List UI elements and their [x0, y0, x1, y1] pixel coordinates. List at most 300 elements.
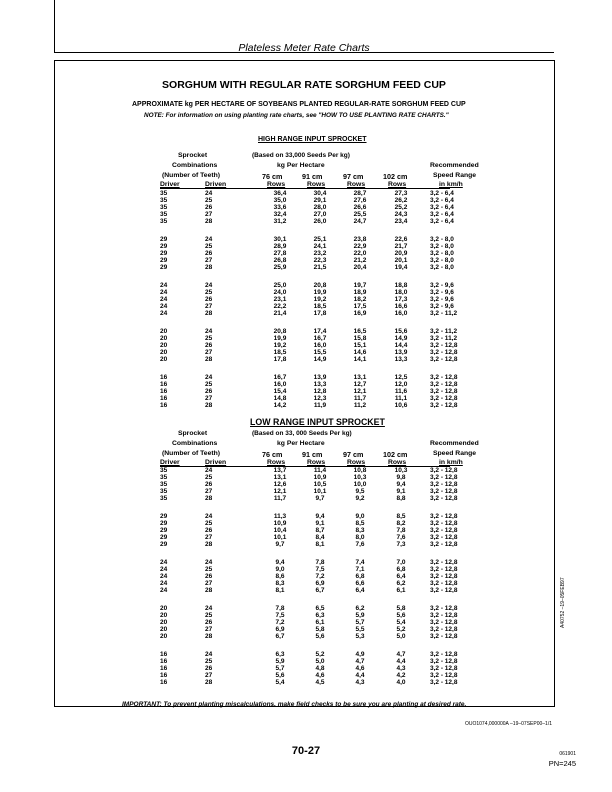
driver-cell: 20 — [160, 626, 168, 634]
rate-102cm-cell: 15,6 — [394, 328, 408, 335]
low-hdr-driver: Driver — [160, 459, 180, 466]
low-range-title: LOW RANGE INPUT SPROCKET — [250, 417, 385, 427]
driver-cell: 20 — [160, 356, 168, 364]
rate-76cm-cell: 6,7 — [275, 633, 285, 641]
rate-76cm-cell: 11,7 — [273, 495, 287, 503]
rate-76cm-cell: 19,2 — [273, 342, 287, 350]
main-title: SORGHUM WITH REGULAR RATE SORGHUM FEED CUP — [162, 79, 446, 91]
low-hdr-combinations: Combinations — [172, 440, 218, 447]
speed-range-cell: 3,2 - 12,8 — [430, 605, 458, 612]
rate-91cm-cell: 12,3 — [313, 395, 327, 403]
rate-102cm-cell: 18,0 — [394, 289, 408, 297]
rate-76cm-cell: 36,4 — [273, 190, 287, 197]
driver-cell: 16 — [160, 651, 168, 658]
driver-cell: 24 — [160, 580, 168, 588]
rate-102cm-cell: 11,1 — [394, 395, 408, 403]
driven-cell: 27 — [205, 580, 213, 588]
rate-91cm-cell: 23,2 — [313, 250, 327, 258]
rate-97cm-cell: 21,2 — [353, 257, 367, 265]
rate-76cm-cell: 7,2 — [275, 619, 285, 627]
low-hdr-speed: Speed Range — [433, 450, 477, 457]
rate-76cm-cell: 10,1 — [273, 534, 287, 542]
rate-91cm-cell: 8,4 — [315, 534, 325, 542]
rate-97cm-cell: 9,2 — [355, 495, 365, 503]
speed-range-cell: 3,2 - 6,4 — [430, 204, 454, 212]
rate-91cm-cell: 9,4 — [315, 513, 325, 520]
driver-cell: 29 — [160, 527, 168, 535]
rate-102cm-cell: 16,6 — [394, 303, 408, 311]
rate-97cm-cell: 16,9 — [353, 310, 367, 318]
rate-102cm-cell: 5,6 — [396, 612, 406, 620]
rate-76cm-cell: 7,8 — [275, 605, 285, 612]
speed-range-cell: 3,2 - 8,0 — [430, 264, 454, 272]
rate-91cm-cell: 22,3 — [313, 257, 327, 265]
part-number: PN=245 — [548, 759, 576, 768]
driven-cell: 24 — [205, 467, 213, 474]
rate-76cm-cell: 16,0 — [273, 381, 287, 389]
rate-102cm-cell: 9,8 — [396, 474, 406, 482]
driven-cell: 25 — [205, 289, 213, 297]
rate-102cm-cell: 13,9 — [394, 349, 408, 357]
driven-cell: 24 — [205, 282, 213, 289]
rate-102cm-cell: 8,8 — [396, 495, 406, 503]
driver-cell: 24 — [160, 310, 168, 318]
rate-97cm-cell: 17,5 — [353, 303, 367, 311]
speed-range-cell: 3,2 - 12,8 — [430, 402, 458, 410]
rate-102cm-cell: 4,4 — [396, 658, 406, 666]
driven-cell: 25 — [205, 520, 213, 528]
driven-cell: 24 — [205, 605, 213, 612]
rate-91cm-cell: 11,4 — [313, 467, 327, 474]
driver-cell: 24 — [160, 296, 168, 304]
high-hdr-rows-76: Rows — [267, 181, 286, 188]
rate-97cm-cell: 16,5 — [353, 328, 367, 335]
rate-97cm-cell: 13,1 — [353, 374, 367, 381]
rate-91cm-cell: 19,2 — [313, 296, 327, 304]
rate-97cm-cell: 14,6 — [353, 349, 367, 357]
speed-range-cell: 3,2 - 8,0 — [430, 257, 454, 265]
speed-range-cell: 3,2 - 12,8 — [430, 356, 458, 364]
driver-cell: 20 — [160, 612, 168, 620]
rate-102cm-cell: 8,2 — [396, 520, 406, 528]
page-number: 70-27 — [291, 745, 321, 757]
speed-range-cell: 3,2 - 8,0 — [430, 236, 454, 243]
rate-91cm-cell: 18,5 — [313, 303, 327, 311]
rate-102cm-cell: 27,3 — [394, 190, 408, 197]
rate-97cm-cell: 18,2 — [353, 296, 367, 304]
rate-102cm-cell: 17,3 — [394, 296, 408, 304]
rate-97cm-cell: 5,3 — [355, 633, 365, 641]
rate-91cm-cell: 17,4 — [313, 328, 327, 335]
rate-102cm-cell: 25,2 — [394, 204, 408, 212]
speed-range-cell: 3,2 - 6,4 — [430, 211, 454, 219]
rate-76cm-cell: 8,1 — [275, 587, 285, 595]
driver-cell: 35 — [160, 474, 168, 482]
rate-97cm-cell: 22,9 — [353, 243, 367, 251]
driver-cell: 29 — [160, 243, 168, 251]
rate-76cm-cell: 19,9 — [273, 335, 287, 343]
rate-76cm-cell: 5,7 — [275, 665, 285, 673]
rate-76cm-cell: 8,6 — [275, 573, 285, 581]
rate-102cm-cell: 7,3 — [396, 541, 406, 549]
speed-range-cell: 3,2 - 12,8 — [430, 381, 458, 389]
rate-97cm-cell: 5,5 — [355, 626, 365, 634]
rate-76cm-cell: 5,4 — [275, 679, 285, 687]
driven-cell: 24 — [205, 513, 213, 520]
rate-76cm-cell: 22,2 — [273, 303, 287, 311]
rate-91cm-cell: 4,8 — [315, 665, 325, 673]
driver-cell: 16 — [160, 395, 168, 403]
rate-97cm-cell: 15,8 — [353, 335, 367, 343]
rate-76cm-cell: 35,0 — [273, 197, 287, 205]
speed-range-cell: 3,2 - 12,8 — [430, 587, 458, 595]
driven-cell: 27 — [205, 672, 213, 680]
driven-cell: 25 — [205, 197, 213, 205]
rate-97cm-cell: 27,6 — [353, 197, 367, 205]
rate-97cm-cell: 7,1 — [355, 566, 365, 574]
high-hdr-rows-97: Rows — [347, 181, 366, 188]
rate-102cm-cell: 24,3 — [394, 211, 408, 219]
high-hdr-driver: Driver — [160, 181, 180, 188]
rate-97cm-cell: 7,6 — [355, 541, 365, 549]
rate-97cm-cell: 20,4 — [353, 264, 367, 272]
speed-range-cell: 3,2 - 9,6 — [430, 282, 454, 289]
driven-cell: 28 — [205, 541, 213, 549]
rate-102cm-cell: 6,4 — [396, 573, 406, 581]
rate-91cm-cell: 9,1 — [315, 520, 325, 528]
speed-range-cell: 3,2 - 12,8 — [430, 633, 458, 641]
rate-97cm-cell: 28,7 — [353, 190, 367, 197]
rate-91cm-cell: 12,8 — [313, 388, 327, 396]
rate-91cm-cell: 14,9 — [313, 356, 327, 364]
driven-cell: 28 — [205, 495, 213, 503]
rate-91cm-cell: 13,3 — [313, 381, 327, 389]
speed-range-cell: 3,2 - 12,8 — [430, 467, 458, 474]
rate-97cm-cell: 11,2 — [353, 402, 367, 410]
rate-76cm-cell: 23,1 — [273, 296, 287, 304]
rate-91cm-cell: 9,7 — [315, 495, 325, 503]
rate-102cm-cell: 9,1 — [396, 488, 406, 496]
rate-91cm-cell: 8,7 — [315, 527, 325, 535]
speed-range-cell: 3,2 - 8,0 — [430, 243, 454, 251]
rate-102cm-cell: 20,1 — [394, 257, 408, 265]
driver-cell: 20 — [160, 633, 168, 641]
speed-range-cell: 3,2 - 12,8 — [430, 612, 458, 620]
rate-76cm-cell: 5,9 — [275, 658, 285, 666]
driver-cell: 35 — [160, 467, 168, 474]
date-code: 061901 — [559, 751, 576, 757]
speed-range-cell: 3,2 - 12,8 — [430, 495, 458, 503]
speed-range-cell: 3,2 - 8,0 — [430, 250, 454, 258]
driven-cell: 25 — [205, 381, 213, 389]
rate-97cm-cell: 12,1 — [353, 388, 367, 396]
driven-cell: 24 — [205, 236, 213, 243]
rate-97cm-cell: 14,1 — [353, 356, 367, 364]
rate-97cm-cell: 25,5 — [353, 211, 367, 219]
high-hdr-driven: Driven — [205, 181, 227, 188]
rate-76cm-cell: 28,9 — [273, 243, 287, 251]
rate-102cm-cell: 12,5 — [394, 374, 408, 381]
rate-97cm-cell: 23,8 — [353, 236, 367, 243]
rate-76cm-cell: 15,4 — [273, 388, 287, 396]
driver-cell: 16 — [160, 658, 168, 666]
driven-cell: 28 — [205, 679, 213, 687]
speed-range-cell: 3,2 - 12,8 — [430, 619, 458, 627]
driven-cell: 27 — [205, 488, 213, 496]
driver-cell: 20 — [160, 619, 168, 627]
driver-cell: 35 — [160, 204, 168, 212]
rate-76cm-cell: 24,0 — [273, 289, 287, 297]
driver-cell: 24 — [160, 573, 168, 581]
driven-cell: 27 — [205, 534, 213, 542]
rate-102cm-cell: 7,6 — [396, 534, 406, 542]
rate-102cm-cell: 7,0 — [396, 559, 406, 566]
rate-102cm-cell: 4,3 — [396, 665, 406, 673]
speed-range-cell: 3,2 - 12,8 — [430, 527, 458, 535]
driven-cell: 24 — [205, 559, 213, 566]
rate-76cm-cell: 10,9 — [273, 520, 287, 528]
page-header-title: Plateless Meter Rate Charts — [238, 42, 370, 54]
rate-97cm-cell: 19,7 — [353, 282, 367, 289]
driver-cell: 20 — [160, 335, 168, 343]
low-hdr-rows-102: Rows — [388, 459, 407, 466]
driver-cell: 24 — [160, 282, 168, 289]
high-hdr-sprocket: Sprocket — [178, 152, 208, 159]
low-hdr-rows-97: Rows — [347, 459, 366, 466]
speed-range-cell: 3,2 - 9,6 — [430, 289, 454, 297]
rate-102cm-cell: 9,4 — [396, 481, 406, 489]
rate-102cm-cell: 4,0 — [396, 679, 406, 687]
high-hdr-number: (Number of Teeth) — [162, 172, 221, 179]
rate-91cm-cell: 4,6 — [315, 672, 325, 680]
driven-cell: 26 — [205, 527, 213, 535]
speed-range-cell: 3,2 - 12,8 — [430, 679, 458, 687]
rate-102cm-cell: 10,3 — [394, 467, 408, 474]
rate-97cm-cell: 26,6 — [353, 204, 367, 212]
rate-91cm-cell: 6,9 — [315, 580, 325, 588]
driver-cell: 24 — [160, 289, 168, 297]
rate-91cm-cell: 4,5 — [315, 679, 325, 687]
important-note: IMPORTANT: To prevent planting miscalculations, make field checks to be sure you are planting at desired rate. — [122, 701, 467, 708]
high-hdr-102: 102 cm — [383, 172, 408, 181]
speed-range-cell: 3,2 - 12,8 — [430, 534, 458, 542]
driven-cell: 28 — [205, 310, 213, 318]
rate-76cm-cell: 26,8 — [273, 257, 287, 265]
high-hdr-kmh: in km/h — [439, 181, 463, 188]
rate-97cm-cell: 4,4 — [355, 672, 365, 680]
rate-76cm-cell: 16,7 — [273, 374, 287, 381]
rate-97cm-cell: 8,0 — [355, 534, 365, 542]
rate-102cm-cell: 16,0 — [394, 310, 408, 318]
speed-range-cell: 3,2 - 6,4 — [430, 190, 454, 197]
speed-range-cell: 3,2 - 12,8 — [430, 559, 458, 566]
driver-cell: 29 — [160, 520, 168, 528]
driven-cell: 27 — [205, 211, 213, 219]
driven-cell: 26 — [205, 296, 213, 304]
driven-cell: 24 — [205, 374, 213, 381]
rate-97cm-cell: 24,7 — [353, 218, 367, 226]
driver-cell: 35 — [160, 211, 168, 219]
rate-76cm-cell: 5,6 — [275, 672, 285, 680]
rate-91cm-cell: 29,1 — [313, 197, 327, 205]
rate-97cm-cell: 18,9 — [353, 289, 367, 297]
rate-102cm-cell: 5,2 — [396, 626, 406, 634]
rate-102cm-cell: 6,1 — [396, 587, 406, 595]
speed-range-cell: 3,2 - 12,8 — [430, 672, 458, 680]
rate-102cm-cell: 7,8 — [396, 527, 406, 535]
speed-range-cell: 3,2 - 11,2 — [430, 335, 458, 343]
rate-76cm-cell: 9,7 — [275, 541, 285, 549]
driven-cell: 26 — [205, 250, 213, 258]
rate-76cm-cell: 9,4 — [275, 559, 285, 566]
speed-range-cell: 3,2 - 9,6 — [430, 296, 454, 304]
rate-102cm-cell: 12,0 — [394, 381, 408, 389]
rate-102cm-cell: 8,5 — [396, 513, 406, 520]
driver-cell: 35 — [160, 190, 168, 197]
low-hdr-91: 91 cm — [302, 450, 323, 459]
driver-cell: 16 — [160, 381, 168, 389]
rate-76cm-cell: 27,8 — [273, 250, 287, 258]
speed-range-cell: 3,2 - 6,4 — [430, 218, 454, 226]
driver-cell: 16 — [160, 402, 168, 410]
rate-76cm-cell: 33,6 — [273, 204, 287, 212]
driver-cell: 35 — [160, 218, 168, 226]
driven-cell: 25 — [205, 243, 213, 251]
rate-76cm-cell: 32,4 — [273, 211, 287, 219]
figure-code: A40752 –19–05FEB97 — [560, 577, 566, 628]
driven-cell: 27 — [205, 303, 213, 311]
rate-76cm-cell: 18,5 — [273, 349, 287, 357]
rate-97cm-cell: 10,3 — [353, 474, 367, 482]
rate-76cm-cell: 20,8 — [273, 328, 287, 335]
rate-97cm-cell: 8,5 — [355, 520, 365, 528]
speed-range-cell: 3,2 - 12,8 — [430, 349, 458, 357]
driver-cell: 16 — [160, 672, 168, 680]
rate-91cm-cell: 19,9 — [313, 289, 327, 297]
driven-cell: 24 — [205, 190, 213, 197]
driven-cell: 27 — [205, 257, 213, 265]
rate-97cm-cell: 22,0 — [353, 250, 367, 258]
rate-91cm-cell: 27,0 — [313, 211, 327, 219]
rate-91cm-cell: 6,5 — [315, 605, 325, 612]
driven-cell: 25 — [205, 474, 213, 482]
driven-cell: 26 — [205, 342, 213, 350]
driver-cell: 29 — [160, 236, 168, 243]
driver-cell: 24 — [160, 587, 168, 595]
low-hdr-102: 102 cm — [383, 450, 408, 459]
rate-91cm-cell: 7,8 — [315, 559, 325, 566]
rate-102cm-cell: 18,8 — [394, 282, 408, 289]
rate-76cm-cell: 14,2 — [273, 402, 287, 410]
driven-cell: 28 — [205, 218, 213, 226]
rate-91cm-cell: 6,1 — [315, 619, 325, 627]
rate-91cm-cell: 25,1 — [313, 236, 327, 243]
rate-76cm-cell: 14,8 — [273, 395, 287, 403]
driven-cell: 28 — [205, 633, 213, 641]
driver-cell: 24 — [160, 559, 168, 566]
low-hdr-sprocket: Sprocket — [178, 430, 208, 437]
rate-97cm-cell: 6,8 — [355, 573, 365, 581]
low-hdr-recommended: Recommended — [430, 440, 479, 447]
high-hdr-based: (Based on 33,000 Seeds Per kg) — [252, 152, 350, 159]
rate-97cm-cell: 4,7 — [355, 658, 365, 666]
rate-91cm-cell: 13,9 — [313, 374, 327, 381]
rate-97cm-cell: 4,3 — [355, 679, 365, 687]
rate-97cm-cell: 5,9 — [355, 612, 365, 620]
rate-97cm-cell: 8,3 — [355, 527, 365, 535]
driver-cell: 29 — [160, 534, 168, 542]
rate-97cm-cell: 9,0 — [355, 513, 365, 520]
driven-cell: 28 — [205, 402, 213, 410]
rate-91cm-cell: 6,3 — [315, 612, 325, 620]
speed-range-cell: 3,2 - 12,8 — [430, 520, 458, 528]
driven-cell: 26 — [205, 665, 213, 673]
low-hdr-76: 76 cm — [262, 450, 283, 459]
rate-76cm-cell: 31,2 — [273, 218, 287, 226]
driver-cell: 20 — [160, 349, 168, 357]
rate-76cm-cell: 6,3 — [275, 651, 285, 658]
rate-102cm-cell: 19,4 — [394, 264, 408, 272]
speed-range-cell: 3,2 - 12,8 — [430, 541, 458, 549]
rate-91cm-cell: 11,9 — [313, 402, 327, 410]
low-hdr-number: (Number of Teeth) — [162, 450, 221, 457]
high-hdr-recommended: Recommended — [430, 162, 479, 169]
speed-range-cell: 3,2 - 12,8 — [430, 342, 458, 350]
speed-range-cell: 3,2 - 12,8 — [430, 388, 458, 396]
high-hdr-rows-91: Rows — [307, 181, 326, 188]
low-hdr-rows-76: Rows — [267, 459, 286, 466]
rate-91cm-cell: 10,1 — [313, 488, 327, 496]
rate-102cm-cell: 6,8 — [396, 566, 406, 574]
rate-97cm-cell: 6,6 — [355, 580, 365, 588]
high-hdr-91: 91 cm — [302, 172, 323, 181]
driver-cell: 35 — [160, 495, 168, 503]
subtitle: APPROXIMATE kg PER HECTARE OF SOYBEANS PLANTED REGULAR-RATE SORGHUM FEED CUP — [132, 101, 466, 108]
rate-91cm-cell: 15,5 — [313, 349, 327, 357]
rate-97cm-cell: 7,4 — [355, 559, 365, 566]
driver-cell: 29 — [160, 513, 168, 520]
rate-76cm-cell: 25,9 — [273, 264, 287, 272]
driver-cell: 20 — [160, 605, 168, 612]
driver-cell: 16 — [160, 665, 168, 673]
speed-range-cell: 3,2 - 12,8 — [430, 566, 458, 574]
rate-102cm-cell: 26,2 — [394, 197, 408, 205]
high-range-title: HIGH RANGE INPUT SPROCKET — [258, 136, 367, 143]
low-hdr-based: (Based on 33, 000 Seeds Per kg) — [252, 430, 352, 437]
driven-cell: 27 — [205, 395, 213, 403]
driver-cell: 29 — [160, 257, 168, 265]
rate-102cm-cell: 4,2 — [396, 672, 406, 680]
driver-cell: 20 — [160, 328, 168, 335]
rate-91cm-cell: 6,7 — [315, 587, 325, 595]
rate-91cm-cell: 5,6 — [315, 633, 325, 641]
driver-cell: 20 — [160, 342, 168, 350]
low-hdr-rows-91: Rows — [307, 459, 326, 466]
rate-76cm-cell: 21,4 — [273, 310, 287, 318]
speed-range-cell: 3,2 - 11,2 — [430, 310, 458, 318]
driven-cell: 28 — [205, 587, 213, 595]
rate-102cm-cell: 21,7 — [394, 243, 408, 251]
rate-76cm-cell: 9,0 — [275, 566, 285, 574]
driven-cell: 26 — [205, 204, 213, 212]
driver-cell: 16 — [160, 388, 168, 396]
speed-range-cell: 3,2 - 12,8 — [430, 488, 458, 496]
rate-102cm-cell: 23,4 — [394, 218, 408, 226]
speed-range-cell: 3,2 - 12,8 — [430, 658, 458, 666]
low-hdr-97: 97 cm — [343, 450, 364, 459]
rate-102cm-cell: 10,6 — [394, 402, 408, 410]
rate-91cm-cell: 7,2 — [315, 573, 325, 581]
